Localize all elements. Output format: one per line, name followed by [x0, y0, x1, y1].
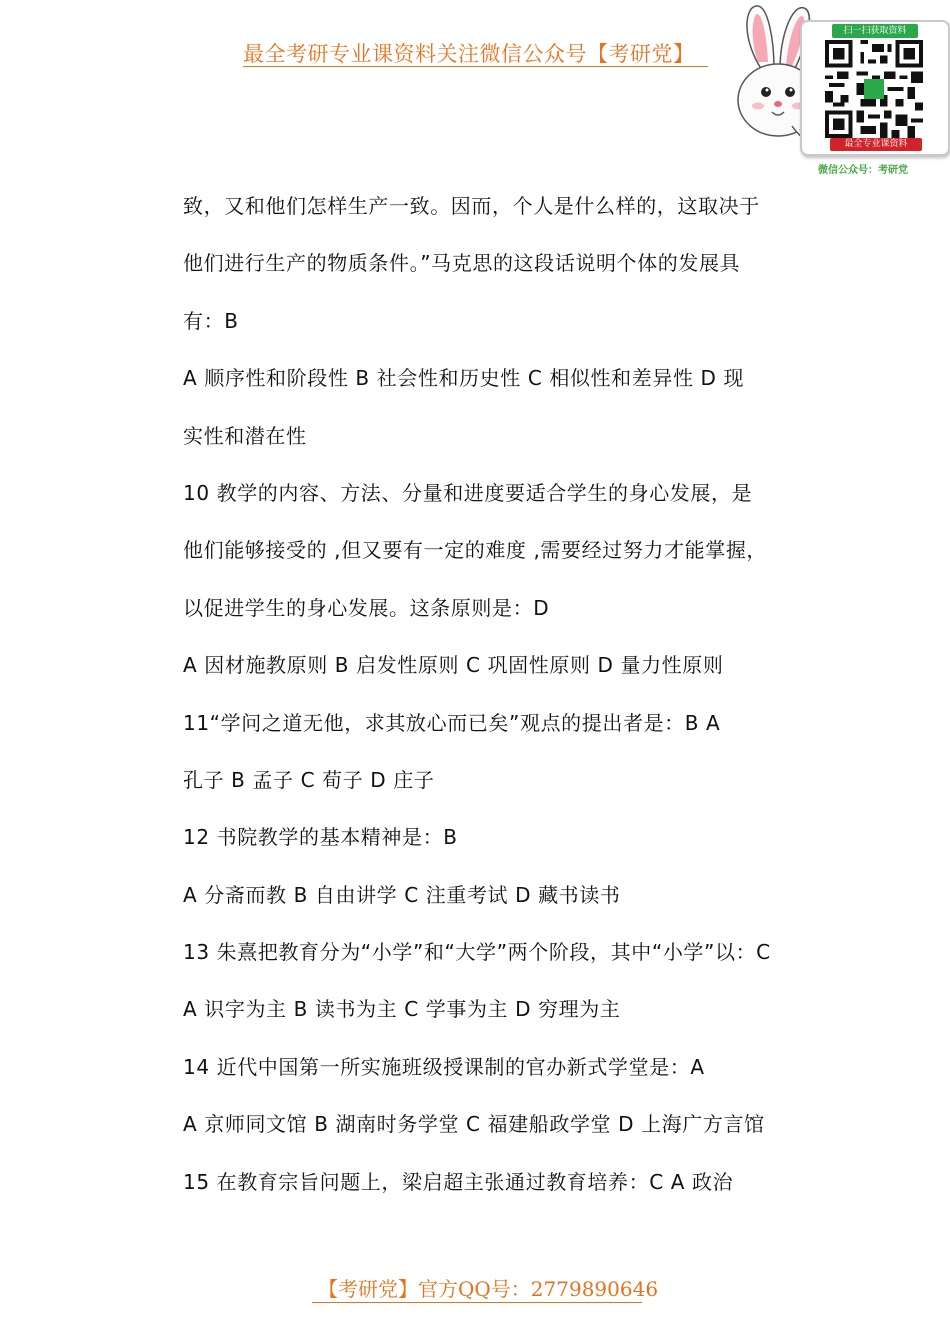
qr-card [800, 20, 950, 156]
text-line: 孔子 B 孟子 C 荀子 D 庄子 [183, 767, 435, 792]
text-line: A 京师同文馆 B 湖南时务学堂 C 福建船政学堂 D 上海广方言馆 [183, 1112, 765, 1137]
text-line: 致，又和他们怎样生产一致。因而，个人是什么样的，这取决于 [183, 194, 760, 218]
text-line: 15 在教育宗旨问题上，梁启超主张通过教育培养：C A 政治 [183, 1169, 734, 1194]
document-body [183, 189, 803, 1222]
text-line: 实性和潜在性 [183, 423, 307, 448]
header-underline [243, 66, 708, 67]
promo-block [722, 0, 950, 182]
text-line: A 因材施教原则 B 启发性原则 C 巩固性原则 D 量力性原则 [183, 653, 724, 678]
text-line: A 识字为主 B 读书为主 C 学事为主 D 穷理为主 [183, 997, 621, 1022]
text-line: 14 近代中国第一所实施班级授课制的官办新式学堂是：A [183, 1054, 705, 1079]
footer-underline [312, 1302, 642, 1303]
text-line: 有：B [183, 308, 239, 333]
footer-contact: 【考研党】官方QQ号：2779890646 [318, 1277, 659, 1301]
text-line: 11“学问之道无他，求其放心而已矣”观点的提出者是：B A [183, 710, 721, 735]
text-line: 10 教学的内容、方法、分量和进度要适合学生的身心发展，是 [183, 480, 753, 505]
text-line: 他们进行生产的物质条件。”马克思的这段话说明个体的发展具 [183, 251, 741, 276]
qr-caption: 最全专业课资料 [830, 138, 922, 151]
text-line: A 顺序性和阶段性 B 社会性和历史性 C 相似性和差异性 D 现 [183, 366, 745, 391]
text-line: 以促进学生的身心发展。这条原则是：D [183, 595, 550, 620]
header-title: 最全考研专业课资料关注微信公众号【考研党】 [243, 42, 695, 66]
qr-scan-label: 扫一扫获取资料 [832, 24, 918, 38]
wechat-caption: 微信公众号：考研党 [818, 165, 908, 176]
text-line: 12 书院教学的基本精神是：B [183, 825, 458, 850]
text-line: 他们能够接受的 ,但又要有一定的难度 ,需要经过努力才能掌握， [183, 538, 768, 563]
text-line: A 分斋而教 B 自由讲学 C 注重考试 D 藏书读书 [183, 882, 621, 907]
text-line: 13 朱熹把教育分为“小学”和“大学”两个阶段，其中“小学”以：C [183, 940, 771, 965]
qr-code-icon [824, 40, 924, 138]
